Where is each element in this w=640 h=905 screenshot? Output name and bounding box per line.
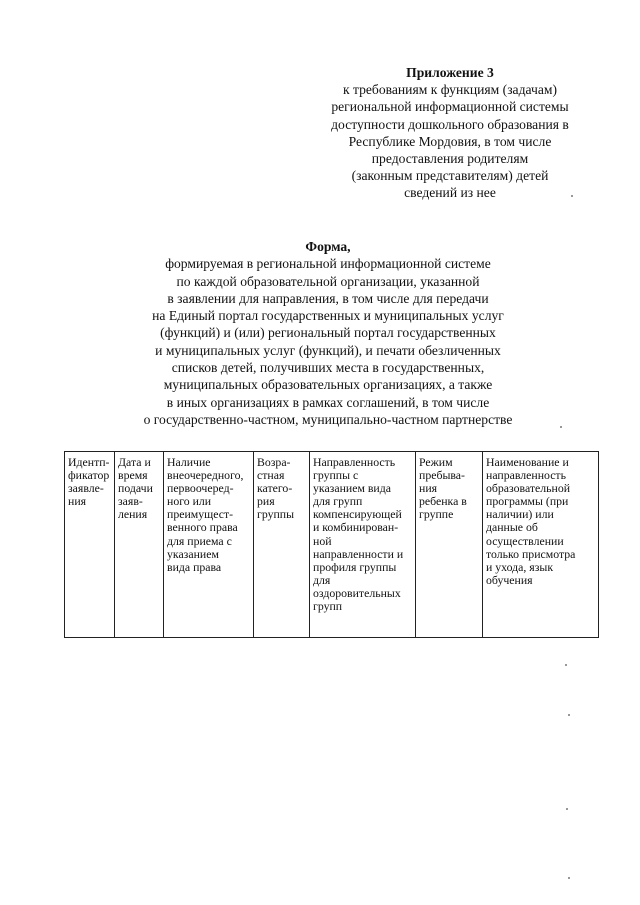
table-header-cell bbox=[65, 452, 115, 638]
scan-speck bbox=[568, 714, 570, 716]
scan-speck bbox=[566, 808, 568, 810]
header-id: Идентп- фикатор заявле- ния bbox=[68, 455, 110, 509]
form-line: (функций) и (или) региональный портал государственных bbox=[160, 325, 496, 341]
scan-speck bbox=[568, 877, 570, 879]
appendix-line: предоставления родителям bbox=[371, 151, 529, 167]
header-age-category: Возра- стная катего- рия группы bbox=[257, 455, 295, 522]
table-header-cell bbox=[164, 452, 254, 638]
table-header-cell bbox=[416, 452, 483, 638]
scan-speck bbox=[560, 426, 562, 428]
table-header-cell bbox=[115, 452, 164, 638]
appendix-title: Приложение 3 bbox=[406, 65, 494, 80]
form-line: о государственно-частном, муниципально-частном партнерстве bbox=[143, 411, 513, 427]
scan-speck bbox=[565, 664, 567, 666]
form-line: по каждой образовательной организации, указанной bbox=[176, 273, 480, 289]
form-line: на Единый портал государственных и муниципальных услуг bbox=[152, 308, 504, 324]
form-line: списков детей, получивших места в государственных, bbox=[171, 360, 485, 376]
form-line: формируемая в региональной информационной системе bbox=[165, 256, 491, 272]
header-program-name: Наименование и направленность образовательной программы (при наличии) или данные об осуществлении только присмотра и ухода, язык обучения bbox=[486, 455, 576, 587]
form-line: и муниципальных услуг (функций), и печати обезличенных bbox=[155, 342, 501, 358]
table-header-cell bbox=[310, 452, 416, 638]
appendix-line: сведений из нее bbox=[404, 185, 496, 201]
form-line: в иных организациях в рамках соглашений, в том числе bbox=[166, 394, 490, 410]
table-header-cell bbox=[254, 452, 310, 638]
appendix-line: к требованиям к функциям (задачам) bbox=[342, 82, 557, 98]
appendix-header bbox=[308, 64, 592, 202]
form-line: в заявлении для направления, в том числе для передачи bbox=[167, 290, 489, 306]
header-group-orientation: Направленность группы с указанием вида для групп компенсирующей и комбинирован- ной направленности и профиля группы для оздоровительных групп bbox=[313, 455, 404, 614]
header-date: Дата и время подачи заяв- ления bbox=[118, 455, 153, 522]
appendix-line: Республике Мордовия, в том числе bbox=[348, 133, 552, 149]
appendix-line: доступности дошкольного образования в bbox=[331, 116, 569, 132]
header-priority-right: Наличие внеочередного, первоочеред- ного или преимущест- венного права для приема с указанием вида права bbox=[167, 455, 244, 574]
table-header-cell bbox=[483, 452, 599, 638]
table-header-row bbox=[65, 452, 599, 638]
header-stay-mode: Режим пребыва- ния ребенка в группе bbox=[419, 455, 467, 522]
appendix-line: (законным представителям) детей bbox=[351, 168, 549, 184]
appendix-line: региональной информационной системы bbox=[331, 99, 569, 115]
data-table bbox=[64, 451, 599, 638]
form-description bbox=[110, 238, 546, 428]
form-line: муниципальных образовательных организациях, а также bbox=[163, 377, 493, 393]
form-title: Форма, bbox=[305, 239, 351, 254]
scan-speck bbox=[571, 195, 573, 197]
